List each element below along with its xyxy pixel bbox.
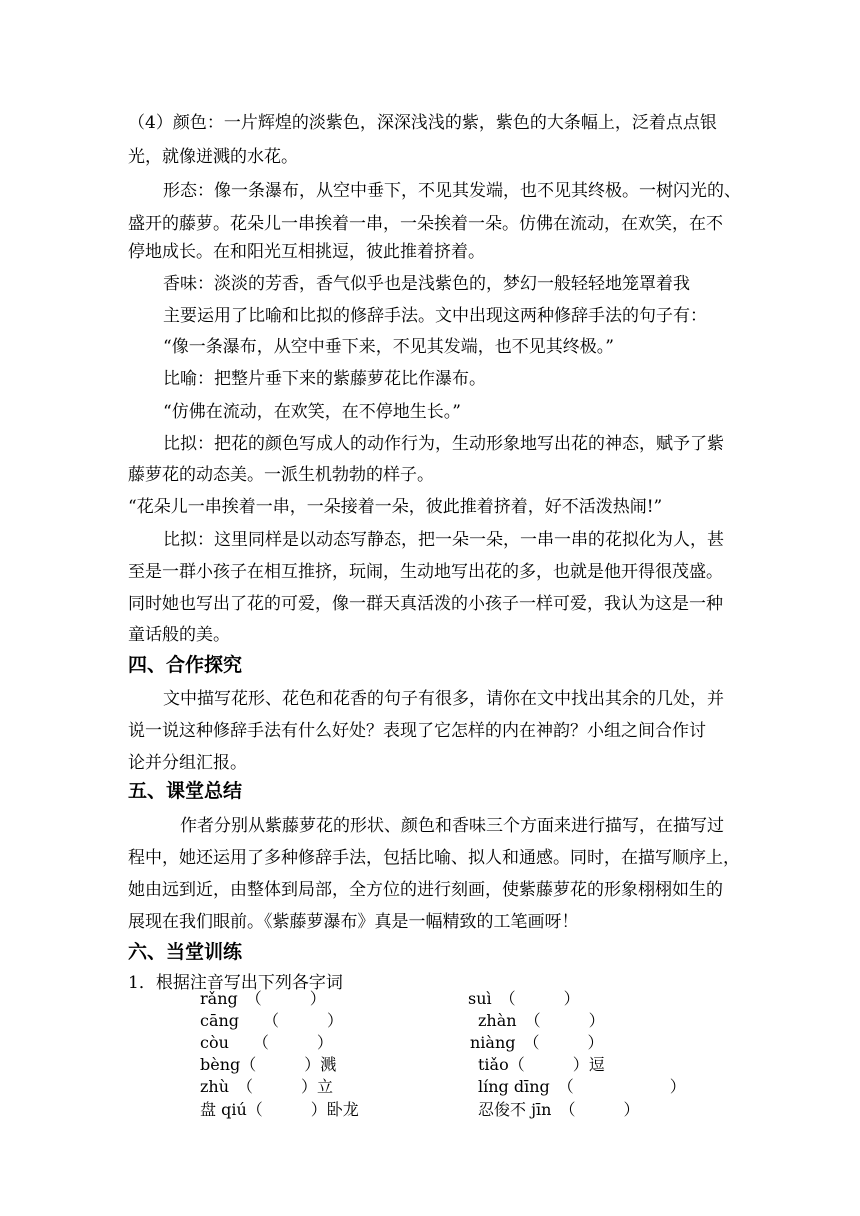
vocab-item-sui: suì （ ） xyxy=(468,989,580,1008)
paragraph-rhetoric: 主要运用了比喻和比拟的修辞手法。文中出现这两种修辞手法的句子有： xyxy=(163,306,707,326)
paragraph-shape-line-1: 形态：像一条瀑布，从空中垂下，不见其发端，也不见其终极。一树闪光的、 xyxy=(163,181,741,201)
paragraph-color-line-2: 光，就像迸溅的水花。 xyxy=(128,147,298,167)
vocab-item-qiu: 盘 qiú（ ）卧龙 xyxy=(200,1100,359,1119)
vocab-item-niang: niàng （ ） xyxy=(470,1033,604,1052)
vocab-item-zhan: zhàn （ ） xyxy=(478,1011,605,1030)
vocab-item-tiao: tiǎo（ ）逗 xyxy=(478,1055,605,1074)
section-4-line-1: 文中描写花形、花色和花香的句子有很多，请你在文中找出其余的几处，并 xyxy=(163,689,724,709)
paragraph-personification-2-line-1: 比拟：这里同样是以动态写静态，把一朵一朵，一串一串的花拟化为人，甚 xyxy=(163,530,724,550)
paragraph-personification-1-line-1: 比拟：把花的颜色写成人的动作行为，生动形象地写出花的神态，赋予了紫 xyxy=(163,434,724,454)
quote-1: “像一条瀑布，从空中垂下来，不见其发端，也不见其终极。” xyxy=(163,337,614,357)
vocab-item-jin: 忍俊不 jīn （ ） xyxy=(478,1100,640,1119)
paragraph-shape-line-3: 停地成长。在和阳光互相挑逗，彼此推着挤着。 xyxy=(128,242,485,262)
section-5-line-2: 程中，她还运用了多种修辞手法，包括比喻、拟人和通感。同时，在描写顺序上， xyxy=(128,848,740,868)
vocab-item-rang: rǎng （ ） xyxy=(200,989,326,1008)
vocab-item-lingding: líng dīng （ ） xyxy=(478,1077,686,1096)
section-5-heading: 五、课堂总结 xyxy=(128,780,243,802)
vocab-item-beng: bèng（ ）溅 xyxy=(200,1055,337,1074)
section-5-line-1: 作者分别从紫藤萝花的形状、颜色和香味三个方面来进行描写，在描写过 xyxy=(180,816,724,836)
section-6-heading: 六、当堂训练 xyxy=(128,941,243,963)
paragraph-color-line-1: （4）颜色：一片辉煌的淡紫色，深深浅浅的紫，紫色的大条幅上，泛着点点银 xyxy=(128,113,717,133)
paragraph-personification-2-line-3: 同时她也写出了花的可爱，像一群天真活泼的小孩子一样可爱，我认为这是一种 xyxy=(128,594,723,614)
section-5-line-3: 她由远到近，由整体到局部，全方位的进行刻画，使紫藤萝花的形象栩栩如生的 xyxy=(128,880,723,900)
vocab-item-cang: cāng （ ） xyxy=(200,1011,344,1030)
vocab-item-zhu: zhù （ ）立 xyxy=(200,1077,334,1096)
paragraph-personification-1-line-2: 藤萝花的动态美。一派生机勃勃的样子。 xyxy=(128,465,434,485)
section-4-heading: 四、合作探究 xyxy=(128,654,243,676)
paragraph-smell: 香味：淡淡的芳香，香气似乎也是浅紫色的，梦幻一般轻轻地笼罩着我 xyxy=(163,274,690,294)
section-4-line-2: 说一说这种修辞手法有什么好处？表现了它怎样的内在神韵？小组之间合作讨 xyxy=(128,721,706,741)
question-1: 1．根据注音写出下列各字词 xyxy=(128,973,343,993)
section-5-line-4: 展现在我们眼前。《紫藤萝瀑布》真是一幅精致的工笔画呀！ xyxy=(128,912,579,932)
paragraph-shape-line-2: 盛开的藤萝。花朵儿一串挨着一串，一朵挨着一朵。仿佛在流动，在欢笑，在不 xyxy=(128,214,723,234)
quote-2: “仿佛在流动，在欢笑，在不停地生长。” xyxy=(163,402,461,422)
vocab-item-cou: còu （ ） xyxy=(200,1033,333,1052)
paragraph-metaphor: 比喻：把整片垂下来的紫藤萝花比作瀑布。 xyxy=(163,369,486,389)
paragraph-personification-2-line-2: 至是一群小孩子在相互推挤，玩闹，生动地写出花的多，也就是他开得很茂盛。 xyxy=(128,562,723,582)
section-4-line-3: 论并分组汇报。 xyxy=(128,753,247,773)
quote-3: “花朵儿一串挨着一串，一朵接着一朵，彼此推着挤着，好不活泼热闹!” xyxy=(128,497,663,517)
paragraph-personification-2-line-4: 童话般的美。 xyxy=(128,625,230,645)
